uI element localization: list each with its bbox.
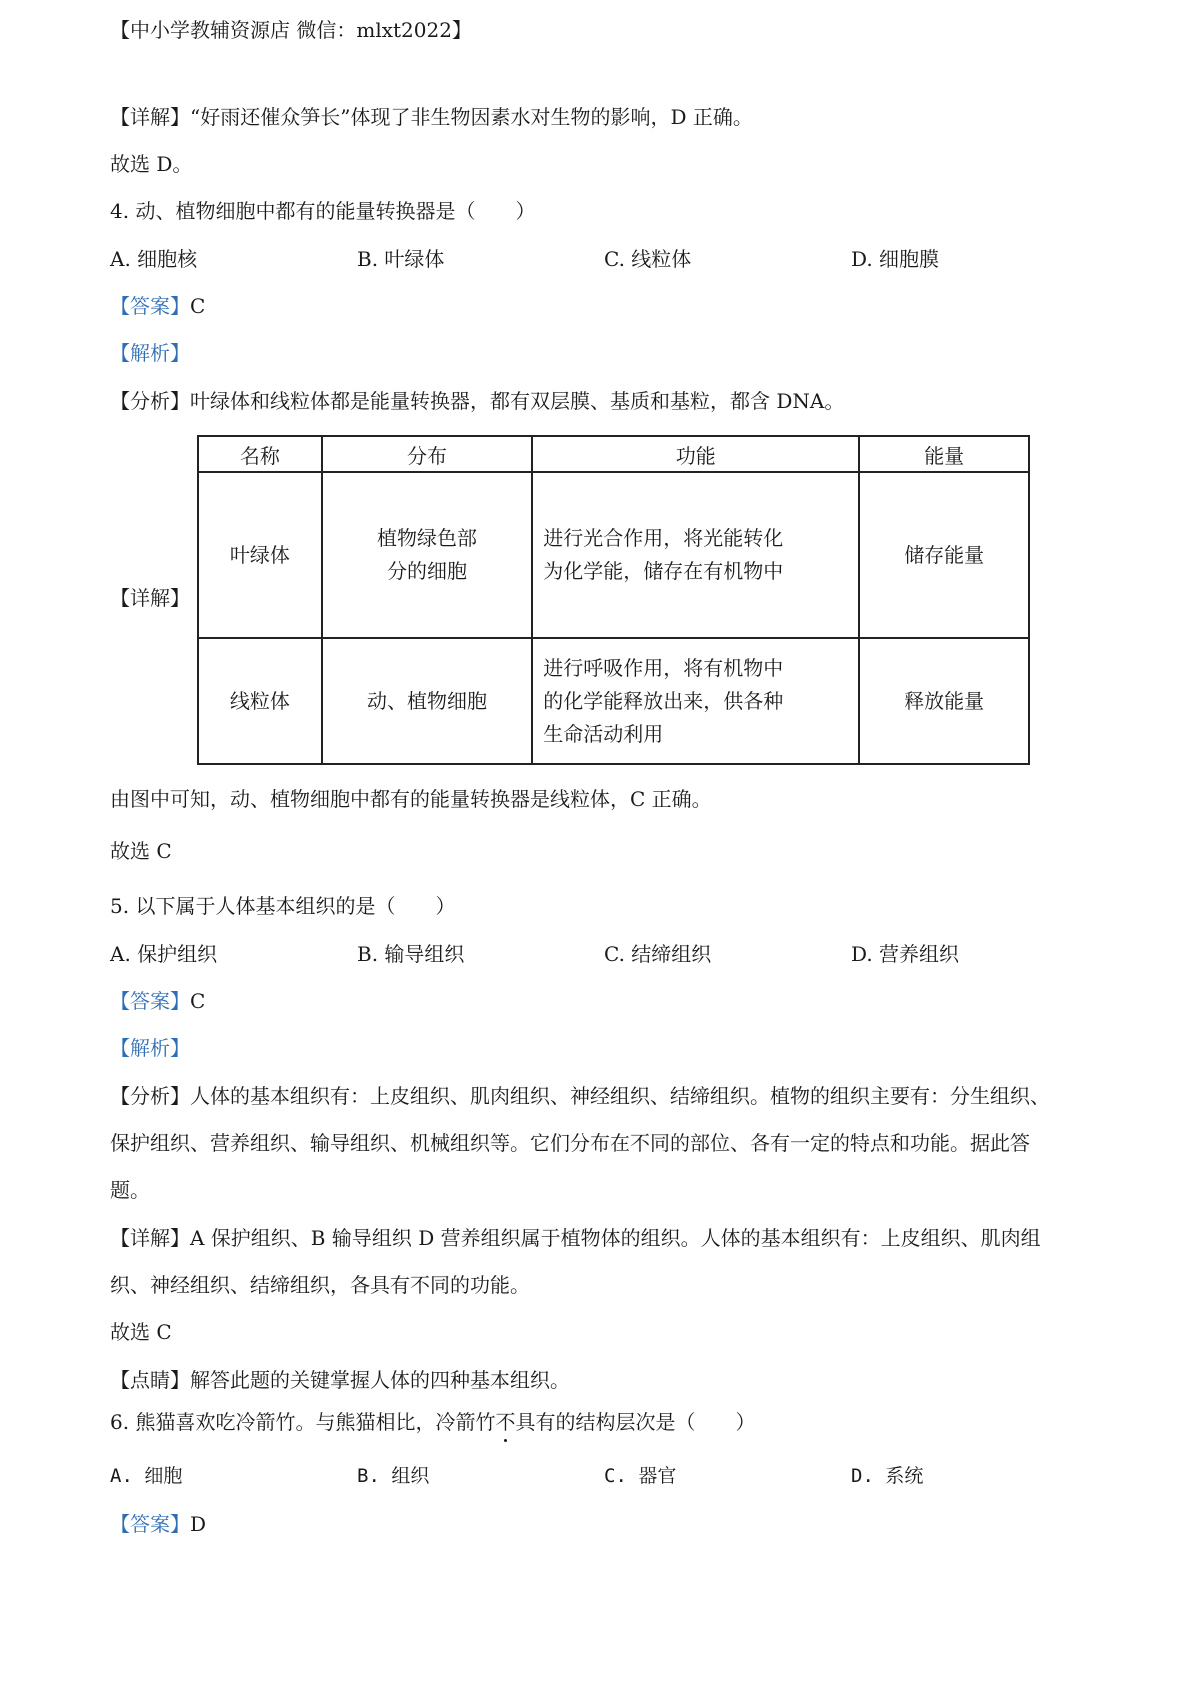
- table-cell-energy: 储存能量: [859, 472, 1029, 638]
- table-header-distribution: 分布: [322, 436, 533, 472]
- table-cell-energy: 释放能量: [859, 638, 1029, 764]
- q4-option-c: C. 线粒体: [604, 247, 692, 271]
- q5-analysis-label: 【解析】: [110, 1036, 190, 1060]
- table-cell-function: [532, 472, 859, 638]
- q4-stem: 4. 动、植物细胞中都有的能量转换器是（ ）: [110, 199, 536, 223]
- table-header-name: 名称: [198, 436, 322, 472]
- q5-option-a: A. 保护组织: [110, 942, 218, 966]
- q4-answer: [110, 292, 205, 320]
- q5-choice: 故选 C: [110, 1320, 172, 1344]
- q6-stem: [110, 1408, 755, 1436]
- table-cell-text: 为化学能，储存在有机物中: [543, 559, 784, 583]
- q6-option-d: D. 系统: [851, 1465, 924, 1487]
- table-header-energy: 能量: [859, 436, 1029, 472]
- q4-answer-label: 【答案】: [110, 294, 190, 318]
- q5-answer-label: 【答案】: [110, 989, 190, 1013]
- q4-answer-value: C: [190, 294, 206, 318]
- q4-fenxi: 【分析】叶绿体和线粒体都是能量转换器，都有双层膜、基质和基粒，都含 DNA。: [110, 389, 845, 413]
- q5-dianjing: 【点睛】解答此题的关键掌握人体的四种基本组织。: [110, 1368, 570, 1392]
- q5-fenxi-line-1: 【分析】人体的基本组织有：上皮组织、肌肉组织、神经组织、结缔组织。植物的组织主要有：分生组织、: [110, 1084, 1050, 1108]
- q6-emphasis-char: 不: [495, 1410, 516, 1434]
- q6-option-c: C. 器官: [604, 1465, 677, 1487]
- table-row: [198, 638, 1029, 764]
- table-cell-function: [532, 638, 859, 764]
- q4-conclusion: 由图中可知，动、植物细胞中都有的能量转换器是线粒体，C 正确。: [110, 787, 712, 811]
- table-cell-text: 进行光合作用，将光能转化: [543, 526, 784, 550]
- q6-stem-part-2: 具有的结构层次是（ ）: [515, 1410, 756, 1434]
- q5-option-c: C. 结缔组织: [604, 942, 712, 966]
- q6-answer-label: 【答案】: [110, 1512, 190, 1536]
- q4-options: [110, 245, 1110, 273]
- q5-answer: [110, 987, 205, 1015]
- table-row: [198, 472, 1029, 638]
- table-cell-distribution: [322, 472, 533, 638]
- q4-option-b: B. 叶绿体: [357, 247, 445, 271]
- q5-stem: 5. 以下属于人体基本组织的是（ ）: [110, 894, 456, 918]
- table-cell-text: 进行呼吸作用，将有机物中: [543, 655, 784, 680]
- q4-analysis-label: 【解析】: [110, 341, 190, 365]
- table-cell-name: 叶绿体: [198, 472, 322, 638]
- q6-option-b: B. 组织: [357, 1465, 430, 1487]
- table-header-row: [198, 436, 1029, 472]
- q5-fenxi-line-2: 保护组织、营养组织、输导组织、机械组织等。它们分布在不同的部位、各有一定的特点和功能。据此答: [110, 1131, 1030, 1155]
- q5-answer-value: C: [190, 989, 206, 1013]
- q5-detail-line-1: 【详解】A 保护组织、B 输导组织 D 营养组织属于植物体的组织。人体的基本组织有：上皮组织、肌肉组: [110, 1226, 1041, 1250]
- organelle-table: [197, 435, 1030, 765]
- q4-detail-label: 【详解】: [110, 586, 190, 610]
- q3-choice: 故选 D。: [110, 152, 193, 176]
- q3-detail: 【详解】“好雨还催众笋长”体现了非生物因素水对生物的影响，D 正确。: [110, 105, 753, 129]
- q5-option-b: B. 输导组织: [357, 942, 465, 966]
- q5-option-d: D. 营养组织: [851, 942, 960, 966]
- table-cell-distribution: 动、植物细胞: [322, 638, 533, 764]
- q6-options: [110, 1462, 1110, 1490]
- q5-fenxi-line-3: 题。: [110, 1178, 150, 1202]
- table-header-function: 功能: [532, 436, 859, 472]
- q4-choice: 故选 C: [110, 839, 172, 863]
- page-header: 【中小学教辅资源店 微信：mlxt2022】: [110, 18, 472, 42]
- q5-detail-line-2: 织、神经组织、结缔组织，各具有不同的功能。: [110, 1273, 530, 1297]
- table-cell-text: 的化学能释放出来，供各种: [543, 688, 784, 713]
- q6-answer-value: D: [190, 1512, 207, 1536]
- q6-option-a: A. 细胞: [110, 1465, 183, 1487]
- table-cell-text: 分的细胞: [386, 559, 467, 583]
- q6-stem-part-1: 6. 熊猫喜欢吃冷箭竹。与熊猫相比，冷箭竹: [110, 1410, 496, 1434]
- table-cell-name: 线粒体: [198, 638, 322, 764]
- table-cell-text: 生命活动利用: [543, 721, 664, 746]
- q4-option-a: A. 细胞核: [110, 247, 198, 271]
- q6-answer: [110, 1510, 206, 1538]
- table-cell-text: 植物绿色部: [376, 526, 477, 550]
- q4-option-d: D. 细胞膜: [851, 247, 940, 271]
- q5-options: [110, 940, 1110, 968]
